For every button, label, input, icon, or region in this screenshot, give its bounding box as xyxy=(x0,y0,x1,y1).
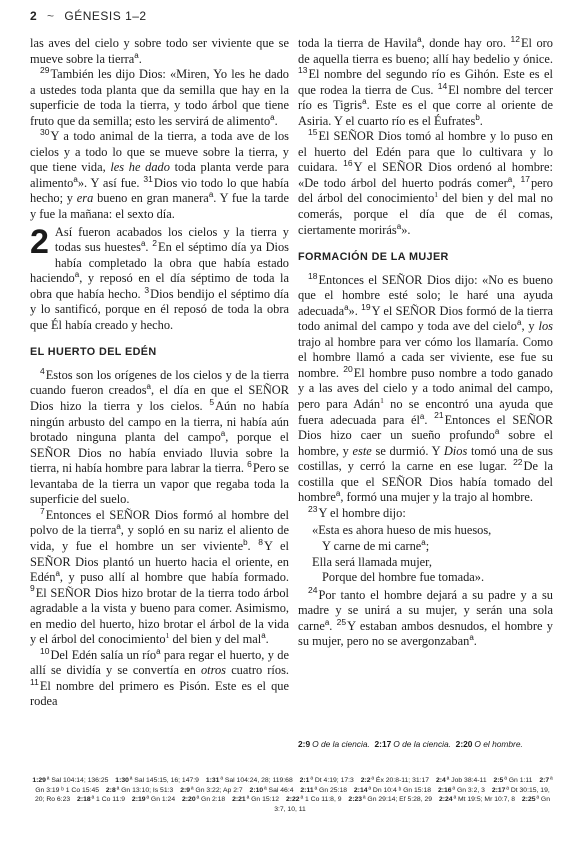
cross-reference-text: ª Gn 13:10; Is 51:3 xyxy=(116,786,174,794)
chapter-start: 2 Así fueron acabados los cielos y la tierra y todas sus huestes$^a$. $^2$En el séptimo día ya Dios había completado la obra que había estado haciendo$^a$, y reposó en el día séptimo de toda la obra que había hecho. $^3$Dios bendijo el séptimo día y lo santificó, porque en él reposó de toda la obra que Él había creado y hecho. xyxy=(30,222,290,332)
cross-reference xyxy=(250,787,294,794)
cross-reference xyxy=(439,796,515,803)
cross-reference-verse: 2:18 xyxy=(77,796,91,804)
cross-reference-text: ª Job 38:4-11 xyxy=(446,777,487,784)
cross-reference xyxy=(132,796,175,803)
cross-reference-verse: 2:14 xyxy=(353,786,368,794)
page-number: 2 xyxy=(30,9,38,23)
book-range: GÉNESIS 1–2 xyxy=(64,9,147,23)
cross-reference-text: ª Gn 29:14; Ef 5:28, 29 xyxy=(363,796,433,804)
paragraph: $^{18}$Entonces el SEÑOR Dios dijo: «No es bueno que el hombre esté solo; le haré una ayuda adecuada$^a$». $^{19}$Y el SEÑOR Dios formó de la tierra todo animal del campo y toda ave del cielo$^a$, y los trajo al hombre para ver cómo los llamaría. Como el hombre llamó a cada ser viviente, ese fue su nombre. $^{20}$El hombre puso nombre a todo ganado y a las aves del cielo y a todo animal del campo, pero para Adán$^1$ no se encontró una ayuda que fuera adecuada para $él^a$. $^{21}$Entonces el SEÑOR Dios hizo caer un sueño profundo$^a$ sobre el hombre, y este se durmió. Y Dios tomó una de sus costillas, y cerró la carne en ese lugar. $^{22}$De la costilla que el SEÑOR Dios había tomado del hombre$^a$, formó una mujer y la trajo al hombre. xyxy=(298,270,554,505)
paragraph: $^4$Estos son los orígenes de los cielos y de la tierra cuando fueron creados$^a$, el día en que el SEÑOR Dios hizo la tierra y los cielos. $^5$Aún no había ningún arbusto del campo en la tierra, ni había aún brotado ninguna planta del campo$^a$, porque el SEÑOR Dios no había enviado lluvia sobre la tierra, ni había hombre para labrar la tierra. $^6$Pero se levantaba de la tierra un vapor que regaba toda la superficie del suelo. xyxy=(30,365,290,507)
cross-reference-text: ª Gn 3:22; Ap 2:7 xyxy=(191,786,243,794)
poem-line: Ella será llamada mujer, xyxy=(312,554,432,569)
cross-references xyxy=(30,776,555,814)
cross-reference-verse: 2:19 xyxy=(131,796,146,804)
cross-reference-verse: 1:29 xyxy=(32,777,46,784)
footnotes xyxy=(298,739,553,750)
cross-reference-text: ª Sal 145:15, 16; 147:9 xyxy=(129,777,199,784)
poem xyxy=(298,523,553,585)
cross-reference-text: ª Gn 3:7, 10, 11 xyxy=(274,796,550,813)
cross-reference xyxy=(348,796,432,803)
cross-reference xyxy=(182,796,225,803)
cross-reference-verse: 2:4 xyxy=(435,777,446,784)
cross-reference-text: ª Gn 1:11 xyxy=(504,777,533,784)
cross-reference-text: ª Sal 104:24, 28; 119:68 xyxy=(220,777,293,784)
cross-reference-text: ª Gn 2:18 xyxy=(196,796,226,804)
cross-reference-verse: 2:17 xyxy=(491,786,506,794)
header-separator: ~ xyxy=(47,9,55,23)
cross-reference-verse: 2:24 xyxy=(438,796,453,804)
cross-reference-verse: 2:5 xyxy=(493,777,504,784)
paragraph: $^{24}$Por tanto el hombre dejará a su padre y a su madre y se unirá a su mujer, y serán una sola carne$^a$. $^{25}$Y estaban ambos desnudos, el hombre y su mujer, pero no se avergonzaban$^a$. xyxy=(298,585,553,649)
footnote: 2:17 O de la ciencia. xyxy=(374,739,451,749)
paragraph: $^{10}$Del Edén salía un río$^a$ para regar el huerto, y de allí se dividía y se convertía en otros cuatro ríos. $^{11}$El nombre del primero es Pisón. Este es el que rodea xyxy=(30,645,289,709)
paragraph: $^{23}$Y el hombre dijo: xyxy=(308,503,406,520)
cross-reference-verse: 1:31 xyxy=(205,777,220,784)
cross-reference-verse: 2:25 xyxy=(521,796,536,804)
cross-reference-text: ª Sal 46:4 xyxy=(264,786,294,794)
cross-reference-verse: 2:16 xyxy=(437,786,452,794)
paragraph: $^{15}$El SEÑOR Dios tomó al hombre y lo puso en el huerto del Edén para que lo cultivara y lo cuidara. $^{16}$Y el SEÑOR Dios ordenó al hombre: «De todo árbol del huerto podrás comer$^a$, $^{17}$pero del árbol del conocimiento$^1$ del bien y del mal no comerás, porque el día que de él comas, ciertamente morirás$^a$». xyxy=(298,127,554,237)
footnote: 2:20 O el hombre. xyxy=(455,739,523,749)
paragraph: $^7$Entonces el SEÑOR Dios formó al hombre del polvo de la tierra$^a$, y sopló en su nariz el aliento de vida, y fue el hombre un ser viviente$^b$. $^8$Y el SEÑOR Dios plantó un huerto hacia el oriente, en Edén$^a$, y puso allí al hombre que había formado. $^9$El SEÑOR Dios hizo brotar de la tierra todo árbol agradable a la vista y bueno para comer. Asimismo, en medio del huerto, hizo brotar el árbol de la vida y el árbol del conocimiento$^1$ del bien y del mal$^a$. xyxy=(30,505,289,647)
poem-line: Y carne de mi carne$^a$; xyxy=(322,537,430,553)
cross-reference-verse: 2:10 xyxy=(249,786,264,794)
cross-reference-verse: 2:11 xyxy=(300,786,314,794)
cross-reference-text: ª Dn 10:4 ᵇ Gn 15:18 xyxy=(368,786,432,794)
cross-reference-verse: 2:8 xyxy=(105,786,116,794)
cross-reference xyxy=(438,787,485,794)
running-header xyxy=(30,9,147,23)
cross-reference-verse: 2:9 xyxy=(180,786,191,794)
paragraph: toda la tierra de Havila$^a$, donde hay oro. $^{12}$El oro de aquella tierra es bueno; allí hay bedelio y ónice. $^{13}$El nombre del segundo río es Gihón. Este es el que rodea la tierra de Cus. $^{14}$El nombre del tercer río es Tigris$^a$. Este es el que corre al oriente de Asiria. Y el cuarto río es el Éufrates$^b$. xyxy=(298,33,554,128)
paragraph: $^{30}$Y a todo animal de la tierra, a toda ave de los cielos y a todo lo que se mueve sobre la tierra, y que tiene vida, les he dado toda planta verde para alimento$^a$». Y así fue. $^{31}$Dios vio todo lo que había hecho; y era bueno en gran manera$^a$. Y fue la tarde y fue la mañana: el sexto día. xyxy=(30,127,290,222)
cross-reference xyxy=(106,787,173,794)
cross-reference-text: ª 1 Co 11:9 xyxy=(91,796,126,804)
cross-reference-verse: 2:23 xyxy=(348,796,363,804)
section-heading: EL HUERTO DEL EDÉN xyxy=(30,346,157,359)
cross-reference-verse: 2:7 xyxy=(539,777,550,784)
cross-reference xyxy=(77,796,125,803)
paragraph: las aves del cielo y sobre todo ser viviente que se mueve sobre la tierra$^a$. xyxy=(30,36,289,66)
left-column xyxy=(30,36,289,710)
section-heading: FORMACIÓN DE LA MUJER xyxy=(298,251,449,264)
cross-reference-text: ª Gn 15:12 xyxy=(246,796,280,804)
cross-reference-text: ª Gn 3:2, 3 xyxy=(452,786,485,794)
chapter-number: 2 xyxy=(30,222,49,261)
cross-reference-verse: 2:21 xyxy=(232,796,246,804)
cross-reference-text: ª Gn 3:19 ᵇ 1 Co 15:45 xyxy=(35,777,553,794)
cross-reference-text: ª Gn 1:24 xyxy=(146,796,176,804)
cross-reference-text: ª 1 Co 11:8, 9 xyxy=(300,796,342,804)
cross-reference-verse: 2:2 xyxy=(360,777,371,784)
cross-reference-text: ª Éx 20:8-11; 31:17 xyxy=(371,777,430,784)
cross-reference xyxy=(180,787,242,794)
cross-reference-text: ª Dt 30:15, 19, 20; Ro 6:23 xyxy=(35,786,550,804)
cross-reference-verse: 2:1 xyxy=(299,777,310,784)
cross-reference-text: ª Gn 25:18 xyxy=(314,786,348,794)
cross-reference xyxy=(361,777,429,784)
cross-reference-text: ª Mt 19:5; Mr 10:7, 8 xyxy=(453,796,516,804)
cross-reference xyxy=(354,787,431,794)
cross-reference-verse: 2:20 xyxy=(182,796,196,804)
right-column xyxy=(298,33,554,650)
paragraph: $^{29}$También les dijo Dios: «Miren, Yo les he dado a ustedes toda planta que da semilla que hay en la superficie de toda la tierra, y todo árbol que tiene fruto que da semilla; esto les servirá de alimento$^a$. xyxy=(30,64,289,128)
cross-reference xyxy=(232,796,279,803)
cross-reference xyxy=(115,777,199,784)
cross-reference-text: ª Dt 4:19; 17:3 xyxy=(310,777,354,784)
footnote: 2:9 O de la ciencia. xyxy=(298,739,370,749)
cross-reference xyxy=(494,777,533,784)
cross-reference xyxy=(300,777,354,784)
cross-reference xyxy=(436,777,487,784)
cross-reference-verse: 1:30 xyxy=(115,777,129,784)
cross-reference xyxy=(206,777,293,784)
cross-reference xyxy=(286,796,342,803)
cross-reference-text: ª Sal 104:14; 136:25 xyxy=(46,777,109,784)
cross-reference xyxy=(300,787,347,794)
cross-reference-verse: 2:22 xyxy=(285,796,300,804)
poem-line: «Esta es ahora hueso de mis huesos, xyxy=(312,523,492,538)
poem-line: Porque del hombre fue tomada». xyxy=(322,570,485,585)
cross-reference xyxy=(32,777,108,784)
